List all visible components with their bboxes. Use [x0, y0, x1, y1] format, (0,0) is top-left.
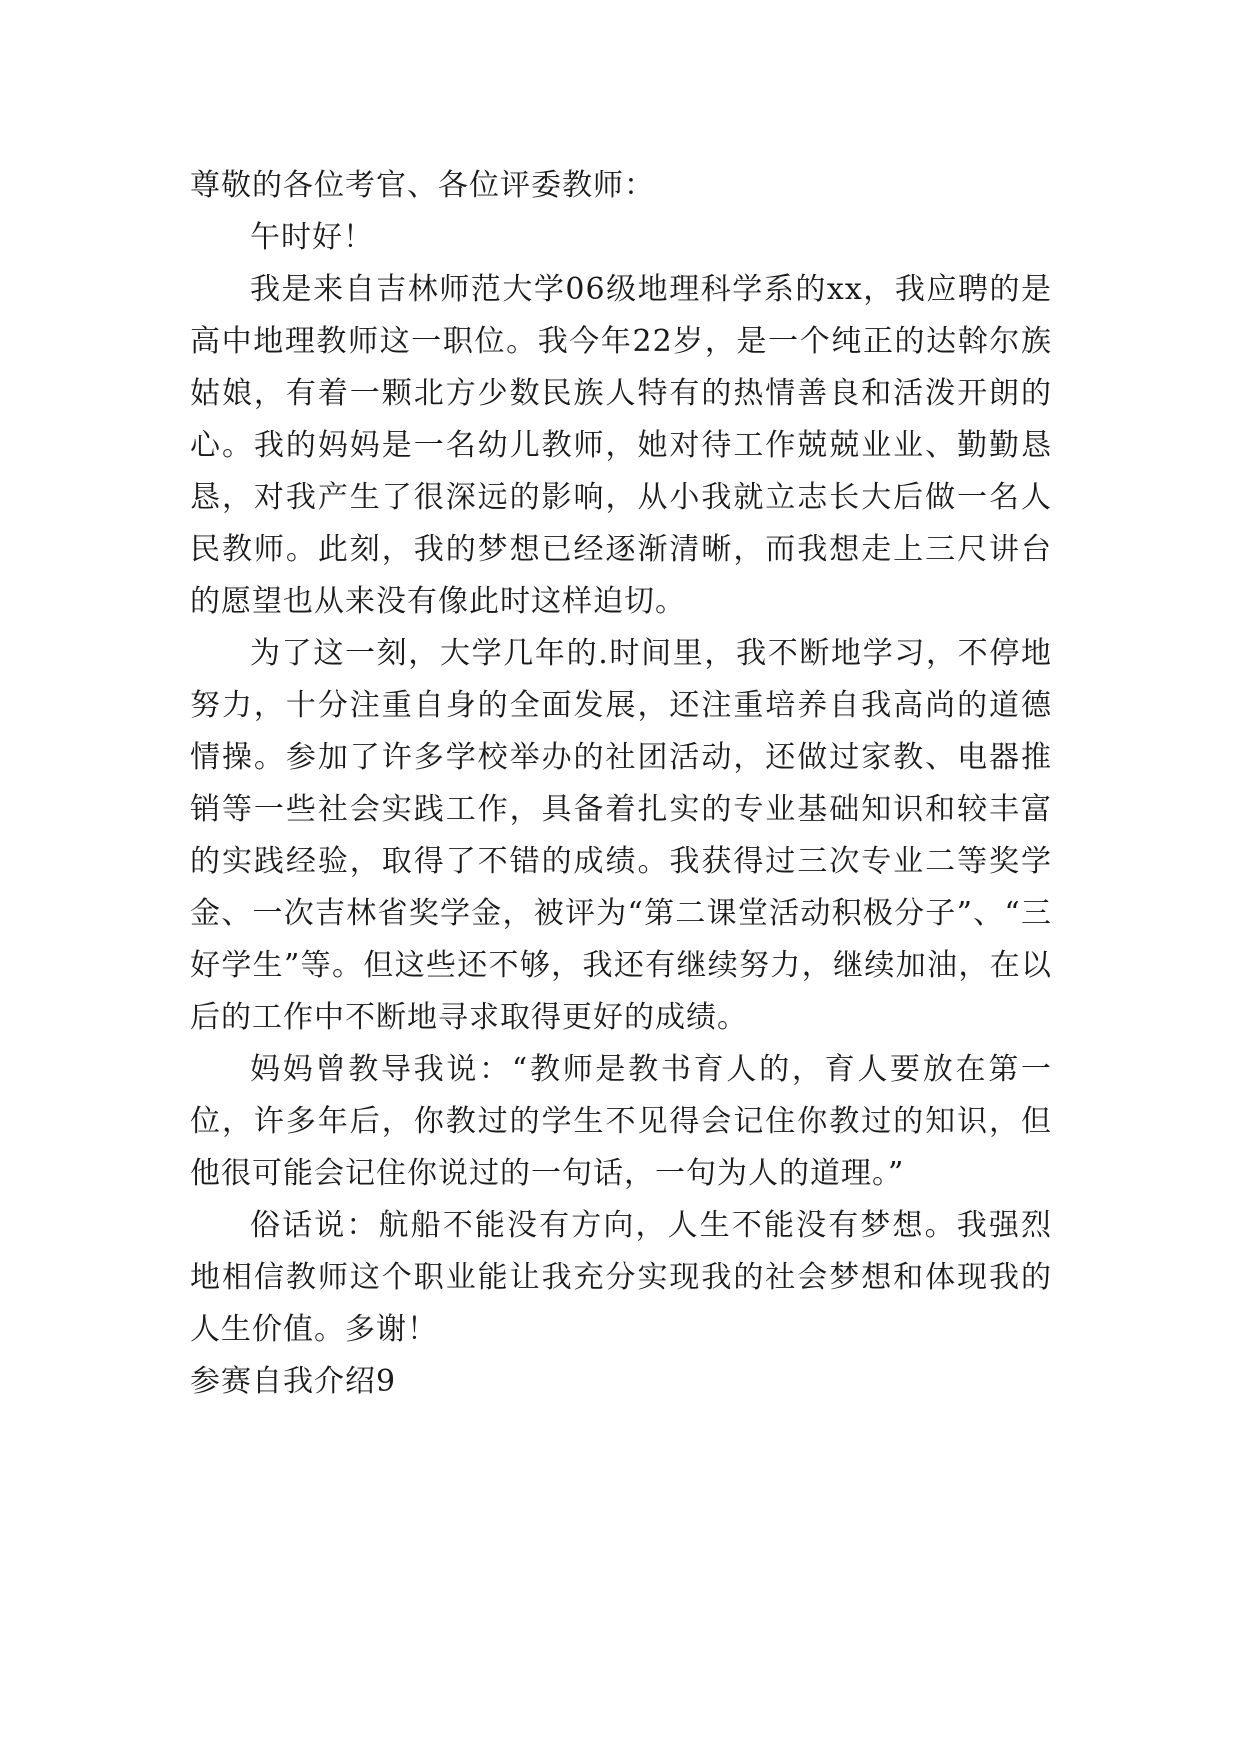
paragraph-mother-quote: 妈妈曾教导我说：“教师是教书育人的，育人要放在第一位，许多年后，你教过的学生不见得会记住你教过的知识，但他很可能会记住你说过的一句话，一句为人的道理。”: [190, 1052, 1052, 1191]
salutation: 尊敬的各位考官、各位评委教师：: [190, 168, 655, 203]
next-section-title: 参赛自我介绍9: [190, 1364, 397, 1399]
document-body: [190, 160, 1052, 1408]
paragraph-university-experience: 为了这一刻，大学几年的.时间里，我不断地学习，不停地努力，十分注重自身的全面发展，还注重培养自我高尚的道德情操。参加了许多学校举办的社团活动，还做过家教、电器推销等一些社会实践工作，具备着扎实的专业基础知识和较丰富的实践经验，取得了不错的成绩。我获得过三次专业二等奖学金、一次吉林省奖学金，被评为“第二课堂活动积极分子”、“三好学生”等。但这些还不够，我还有继续努力，继续加油，在以后的工作中不断地寻求取得更好的成绩。: [190, 636, 1052, 1035]
paragraph-introduction: 我是来自吉林师范大学06级地理科学系的xx，我应聘的是高中地理教师这一职位。我今年22岁，是一个纯正的达斡尔族姑娘，有着一颗北方少数民族人特有的热情善良和活泼开朗的心。我的妈妈是一名幼儿教师，她对待工作兢兢业业、勤勤恳恳，对我产生了很深远的影响，从小我就立志长大后做一名人民教师。此刻，我的梦想已经逐渐清晰，而我想走上三尺讲台的愿望也从来没有像此时这样迫切。: [190, 272, 1052, 619]
greeting: 午时好！: [250, 220, 374, 255]
paragraph-closing: 俗话说：航船不能没有方向，人生不能没有梦想。我强烈地相信教师这个职业能让我充分实现我的社会梦想和体现我的人生价值。多谢！: [190, 1208, 1052, 1347]
